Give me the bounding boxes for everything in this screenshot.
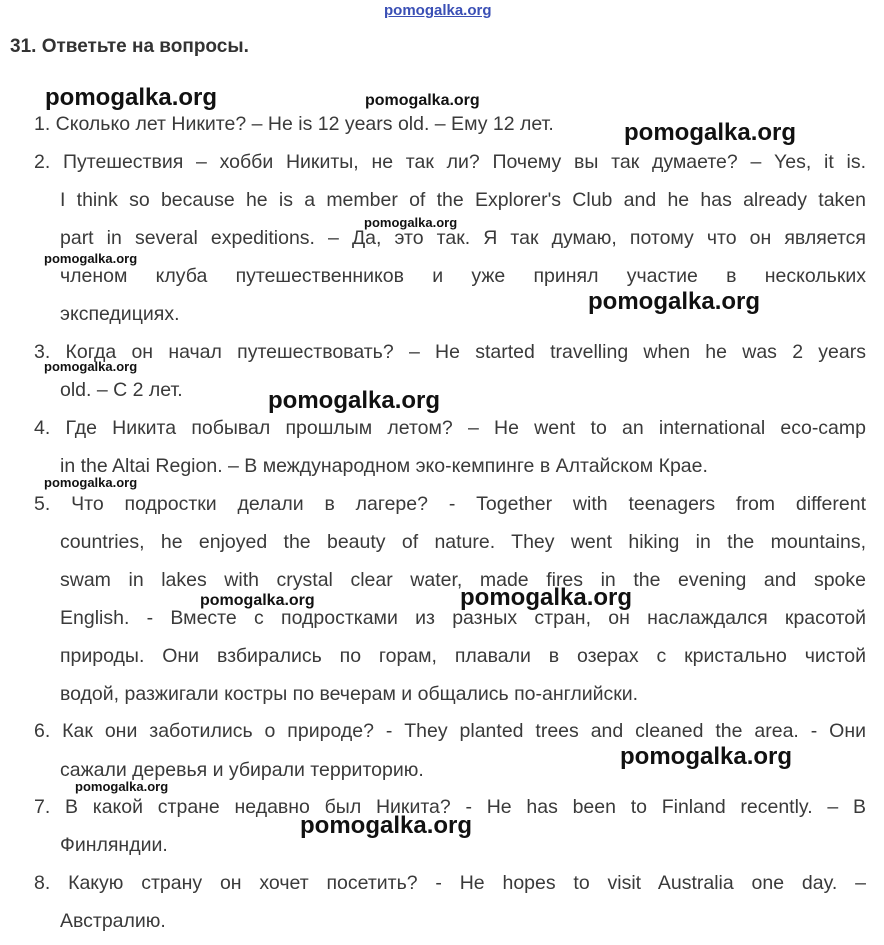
answer-4-line-2: in the Altai Region. – В международном эко-кемпинге в Алтайском Крае. (60, 455, 708, 477)
site-link[interactable]: pomogalka.org (384, 2, 492, 19)
watermark: pomogalka.org (300, 812, 473, 839)
watermark: pomogalka.org (365, 92, 480, 109)
watermark: pomogalka.org (200, 592, 315, 609)
answer-5: 5. Что подростки делали в лагере? - Together with teenagers from different (34, 493, 866, 515)
watermark: pomogalka.org (44, 359, 138, 374)
answer-2: 2. Путешествия – хобби Никиты, не так ли? Почему вы так думаете? – Yes, it is. (34, 151, 866, 173)
answer-5-line-3: swam in lakes with crystal clear water, made fires in the evening and spoke (60, 569, 866, 591)
watermark: pomogalka.org (624, 119, 797, 146)
answer-1: 1. Сколько лет Никите? – He is 12 years old. – Ему 12 лет. (34, 113, 554, 135)
watermark: pomogalka.org (620, 743, 793, 770)
answer-5-line-5: природы. Они взбирались по горам, плавали в озерах с кристально чистой (60, 645, 866, 667)
watermark: pomogalka.org (44, 251, 138, 266)
answer-6-line-2: сажали деревья и убирали территорию. (60, 759, 424, 781)
watermark: pomogalka.org (45, 84, 218, 111)
answer-5-line-4: English. - Вместе с подростками из разных стран, он наслаждался красотой (60, 607, 866, 629)
exercise-heading: 31. Ответьте на вопросы. (10, 36, 249, 57)
watermark: pomogalka.org (460, 584, 633, 611)
answer-5-line-2: countries, he enjoyed the beauty of nature. They went hiking in the mountains, (60, 531, 866, 553)
watermark: pomogalka.org (364, 215, 458, 230)
answer-2-line-2: I think so because he is a member of the Explorer's Club and he has already taken (60, 189, 866, 211)
answer-6: 6. Как они заботились о природе? - They planted trees and cleaned the area. - Они (34, 720, 866, 742)
answer-8: 8. Какую страну он хочет посетить? - He hopes to visit Australia one day. – (34, 872, 866, 894)
answer-3-line-2: old. – С 2 лет. (60, 379, 183, 401)
answer-8-line-2: Австралию. (60, 910, 166, 932)
watermark: pomogalka.org (75, 779, 169, 794)
answer-3: 3. Когда он начал путешествовать? – He started travelling when he was 2 years (34, 341, 866, 363)
watermark: pomogalka.org (588, 288, 761, 315)
answer-2-line-5: экспедициях. (60, 303, 180, 325)
answer-7: 7. В какой стране недавно был Никита? - He has been to Finland recently. – В (34, 796, 866, 818)
answer-4: 4. Где Никита побывал прошлым летом? – He went to an international eco-camp (34, 417, 866, 439)
watermark: pomogalka.org (44, 475, 138, 490)
answer-7-line-2: Финляндии. (60, 834, 168, 856)
answer-2-line-4: членом клуба путешественников и уже принял участие в нескольких (60, 265, 866, 287)
watermark: pomogalka.org (268, 387, 441, 414)
answer-2-line-3: part in several expeditions. – Да, это так. Я так думаю, потому что он является (60, 227, 866, 249)
answer-5-line-6: водой, разжигали костры по вечерам и общались по-английски. (60, 683, 639, 705)
